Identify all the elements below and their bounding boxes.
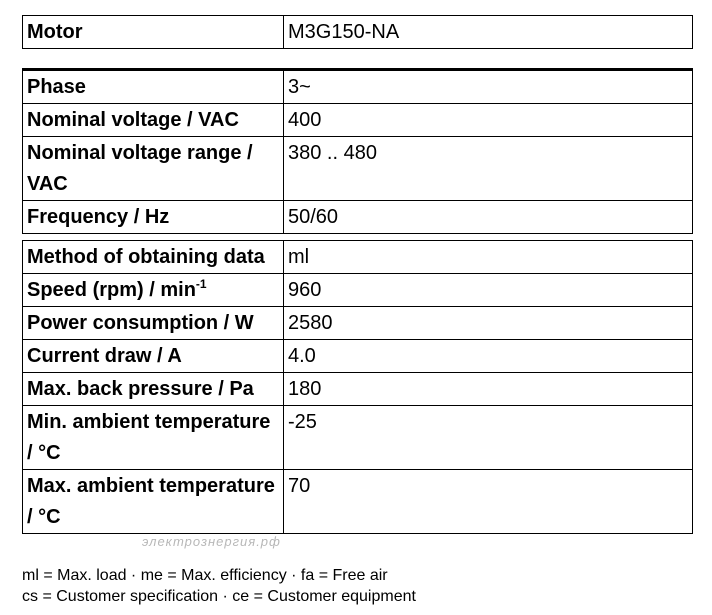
table-row — [23, 137, 693, 201]
watermark: электрознергия.рф — [142, 534, 281, 549]
max-ambient-temp-value: 70 — [284, 470, 693, 534]
motor-value: M3G150-NA — [284, 16, 693, 49]
speed-label-exponent: -1 — [195, 277, 207, 291]
footnote-line-2: cs = Customer specification · ce = Customer equipment — [22, 588, 416, 605]
current-draw-label: Current draw / A — [23, 340, 284, 373]
speed-label — [23, 274, 284, 307]
table-row — [23, 241, 693, 274]
motor-label: Motor — [23, 16, 284, 49]
electrical-table — [22, 68, 693, 234]
power-consumption-label: Power consumption / W — [23, 307, 284, 340]
table-row — [23, 307, 693, 340]
table-row — [23, 16, 693, 49]
min-ambient-temp-label: Min. ambient temperature / °C — [23, 406, 284, 470]
table-row — [23, 70, 693, 104]
speed-label-text: Speed (rpm) / min — [27, 279, 196, 301]
current-draw-value: 4.0 — [284, 340, 693, 373]
table-row — [23, 340, 693, 373]
speed-value: 960 — [284, 274, 693, 307]
method-label: Method of obtaining data — [23, 241, 284, 274]
nominal-voltage-range-label: Nominal voltage range / VAC — [23, 137, 284, 201]
table-row — [23, 274, 693, 307]
nominal-voltage-value: 400 — [284, 104, 693, 137]
table-row — [23, 201, 693, 234]
phase-value: 3~ — [284, 70, 693, 104]
table-row — [23, 104, 693, 137]
frequency-label: Frequency / Hz — [23, 201, 284, 234]
power-consumption-value: 2580 — [284, 307, 693, 340]
back-pressure-label: Max. back pressure / Pa — [23, 373, 284, 406]
motor-table — [22, 15, 693, 49]
table-row — [23, 373, 693, 406]
nominal-voltage-label: Nominal voltage / VAC — [23, 104, 284, 137]
nominal-voltage-range-value: 380 .. 480 — [284, 137, 693, 201]
phase-label: Phase — [23, 70, 284, 104]
table-row — [23, 406, 693, 470]
table-row — [23, 470, 693, 534]
method-value: ml — [284, 241, 693, 274]
min-ambient-temp-value: -25 — [284, 406, 693, 470]
max-ambient-temp-label: Max. ambient temperature / °C — [23, 470, 284, 534]
performance-table — [22, 240, 693, 534]
frequency-value: 50/60 — [284, 201, 693, 234]
back-pressure-value: 180 — [284, 373, 693, 406]
footnote-line-1: ml = Max. load · me = Max. efficiency · fa = Free air — [22, 567, 388, 584]
